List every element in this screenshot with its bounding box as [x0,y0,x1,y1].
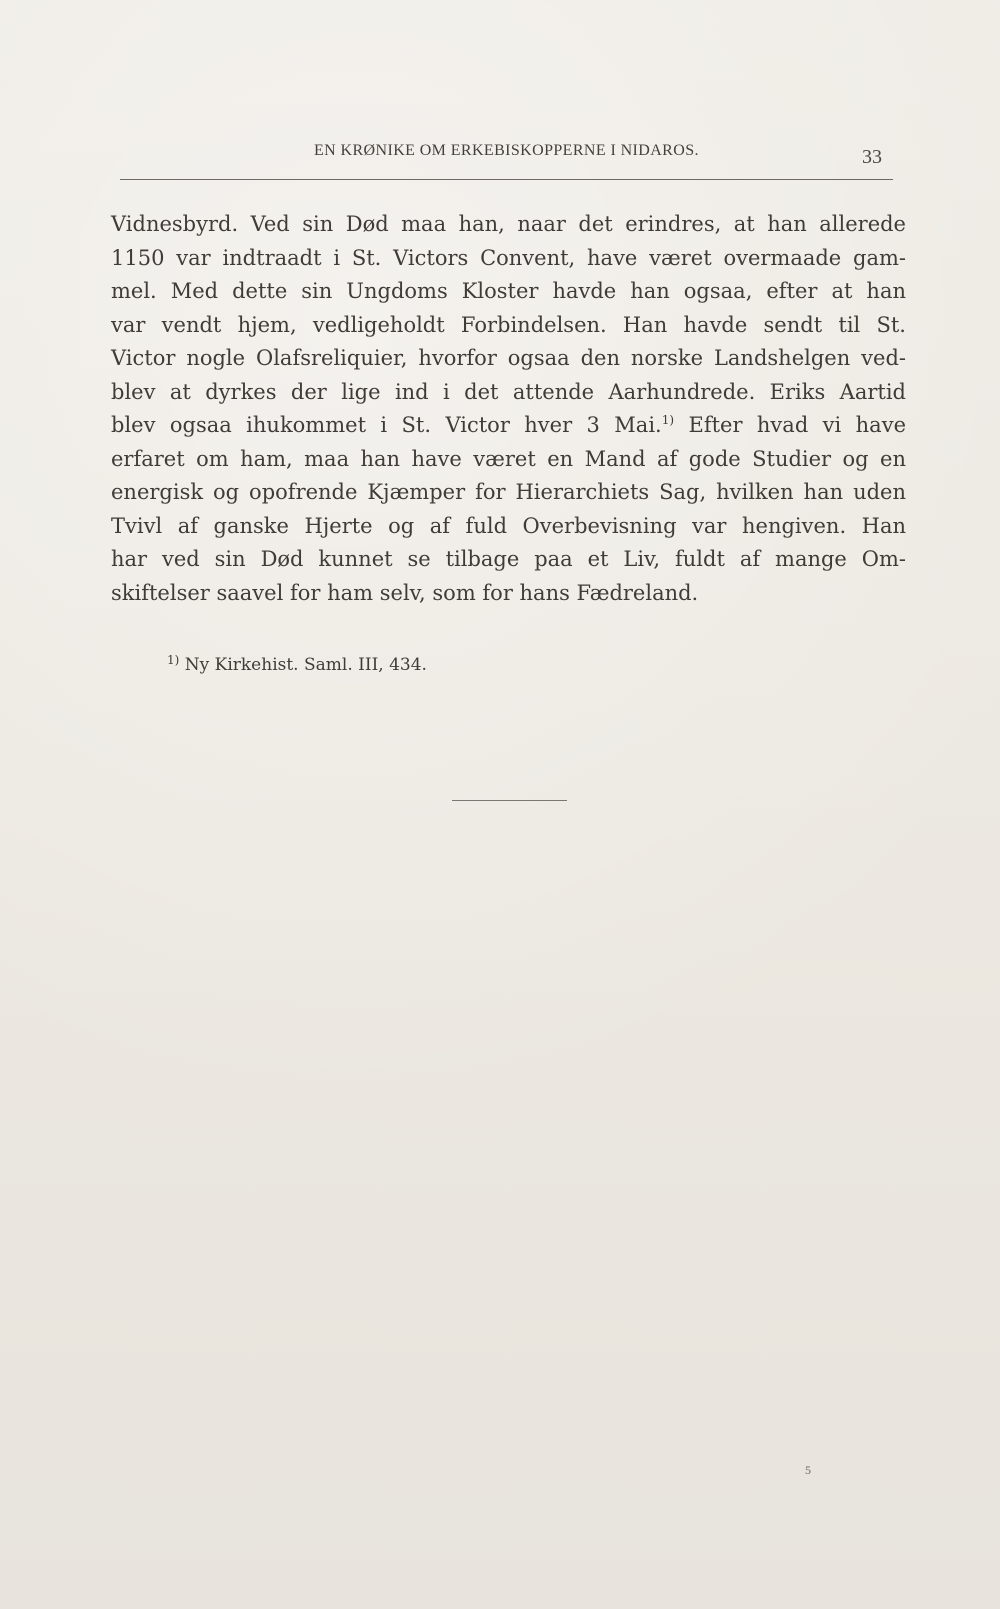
printer-signature-mark: 5 [805,1463,811,1477]
page-number: 33 [862,146,882,168]
text-line: har ved sin Død kunnet se tilbage paa et Liv, fuldt af mange Om- [111,547,906,571]
footnote-text: Ny Kirkehist. Saml. III, 434. [184,655,427,675]
body-paragraph [111,208,906,610]
header-rule [120,179,893,180]
text-line: Vidnesbyrd. Ved sin Død maa han, naar det erindres, at han allerede [111,212,906,236]
text-segment: Efter hvad vi have [688,413,906,437]
footnote [167,655,427,675]
text-line: Tvivl af ganske Hjerte og af fuld Overbevisning var hengiven. Han [111,513,906,538]
text-line: mel. Med dette sin Ungdoms Kloster havde han ogsaa, efter at han [111,279,906,303]
text-line-with-footnote [111,409,906,443]
text-line: var vendt hjem, vedligeholdt Forbindelsen. Han havde sendt til St. [111,312,906,337]
text-line: skiftelser saavel for ham selv, som for hans Fædreland. [111,580,699,605]
footnote-marker: 1) [167,653,180,667]
text-line: energisk og opofrende Kjæmper for Hierarchiets Sag, hvilken han uden [111,480,906,504]
running-head: EN KRØNIKE OM ERKEBISKOPPERNE I NIDAROS. [314,142,699,159]
footnote-reference: 1) [661,413,675,427]
section-end-rule [452,800,567,801]
text-segment: blev ogsaa ihukommet i St. Victor hver 3 Mai. [111,413,662,437]
text-line: 1150 var indtraadt i St. Victors Convent, have været overmaade gam- [111,245,906,270]
text-line: Victor nogle Olafsreliquier, hvorfor ogsaa den norske Landshelgen ved- [111,346,906,370]
text-line: erfaret om ham, maa han have været en Mand af gode Studier og en [111,446,906,471]
text-line: blev at dyrkes der lige ind i det attende Aarhundrede. Eriks Aartid [111,379,906,404]
